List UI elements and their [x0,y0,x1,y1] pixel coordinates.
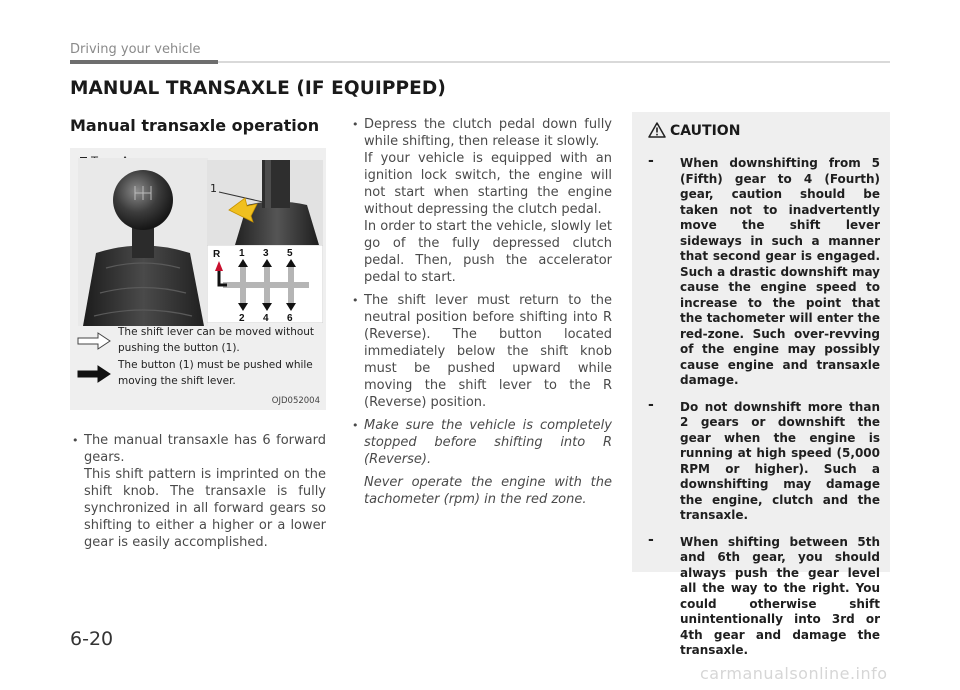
left-column [72,432,326,551]
gear-label-r: R [213,249,221,260]
caution-item: - When downshifting from 5 (Fifth) gear to 4 (Fourth) gear, caution should be taken not to inadvertently move the shift lever sideways in such a manner that second gear is engaged. Such a drastic downshift may cause the engine speed to increase to the point that the tachometer will enter the red-zone. Such over-revving of the engine may possibly cause engine and transaxle damage. [648,156,880,389]
header-rule-dark [70,60,218,64]
header-rule-light [218,61,890,63]
subsection-title: Manual transaxle operation [70,116,320,135]
shift-pattern-text: This shift pattern is imprinted on the shift knob. The transaxle is fully synchronized in all forward gears so shifting to either a higher or a lower gear is easily accomplished. [84,467,326,550]
bullet-stop-before-reverse: • Make sure the vehicle is completely stopped before shifting into R (Reverse). [352,417,612,468]
legend-text-outline: The shift lever can be moved without pushing the button (1). [118,326,315,354]
caution-heading: CAUTION [648,122,740,139]
gear-label-5: 5 [287,248,293,259]
outline-arrow-icon [76,330,112,352]
ignition-lock-text: If your vehicle is equipped with an ignition lock switch, the engine will not start when starting the engine without depressing the clutch pedal. [364,151,612,217]
gear-label-3: 3 [263,248,269,259]
caution-list [648,156,880,670]
gear-label-2: 2 [239,313,245,323]
callout-number: 1 [210,182,217,195]
legend-row-filled [76,357,322,391]
figure-code: OJD052004 [271,396,320,406]
legend-text-filled: The button (1) must be pushed while moving the shift lever. [118,359,313,387]
section-title: MANUAL TRANSAXLE (IF EQUIPPED) [70,78,446,99]
start-vehicle-text: In order to start the vehicle, slowly let go of the fully depressed clutch pedal. Then, push the accelerator pedal to start. [364,219,612,285]
running-head: Driving your vehicle [70,42,201,57]
caution-box [632,112,890,657]
shift-figure [70,148,326,410]
red-zone-text: Never operate the engine with the tachometer (rpm) in the red zone. [364,475,612,507]
gear-label-6: 6 [287,313,293,323]
caution-item: - Do not downshift more than 2 gears or downshift the gear when the engine is running at high speed (5,000 RPM or higher). Such a downshifting may damage the engine, clutch and the transaxle. [648,400,880,524]
gear-shift-pattern [207,245,323,323]
page-number: 6-20 [70,628,114,650]
bullet-forward-gears: • The manual transaxle has 6 forward gears. [72,432,326,466]
bullet-clutch: • Depress the clutch pedal down fully while shifting, then release it slowly. [352,116,612,150]
legend-row-outline [76,324,322,358]
watermark: carmanualsonline.info [700,664,888,683]
gear-label-1: 1 [239,248,245,259]
filled-arrow-icon [76,363,112,385]
shift-knob-photo [78,158,208,326]
gear-label-4: 4 [263,313,269,323]
button-detail-photo [207,160,323,245]
caution-item: - When shifting between 5th and 6th gear, you should always push the gear level all the way to the right. You could otherwise shift unintentionally into 3rd or 4th gear and damage the transaxle. [648,535,880,659]
middle-column [352,116,612,508]
warning-triangle-icon [648,122,666,138]
bullet-neutral: • The shift lever must return to the neutral position before shifting into R (Reverse). The button located immediately below the shift knob must be pushed upward while moving the shift lever to the R (Reverse) position. [352,292,612,411]
